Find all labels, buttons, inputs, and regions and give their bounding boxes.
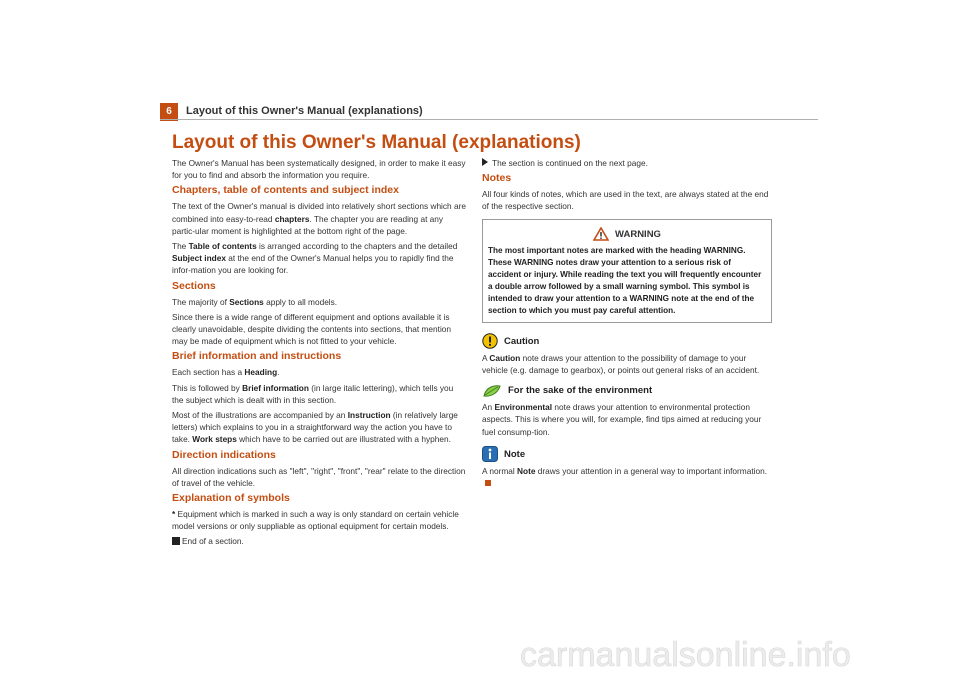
environment-leaf-icon <box>482 384 502 398</box>
heading-notes: Notes <box>482 172 512 185</box>
chapters-paragraph-2: The Table of contents is arranged according to the chapters and the detailed Subject index at the end of the Owner's Manual helps you to rapidly find the infor-mation you are looking for. <box>172 241 458 276</box>
heading-sections: Sections <box>172 279 216 292</box>
optional-equipment-star: * <box>172 509 176 520</box>
direction-paragraph: All direction indications such as "left", "right", "front", "rear" relate to the direction of travel of the vehicle. <box>172 465 466 488</box>
brief-paragraph-1: Each section has a Heading. <box>172 367 280 378</box>
sections-paragraph-1: The majority of Sections apply to all models. <box>172 296 338 307</box>
symbol-star-paragraph: * Equipment which is marked in such a way is only standard on certain vehicle model versions or only suppliable as optional equipment for certain models. <box>172 509 459 532</box>
warning-heading: WARNING <box>488 227 766 241</box>
heading-direction-indications: Direction indications <box>172 448 276 461</box>
heading-explanation-of-symbols: Explanation of symbols <box>172 492 290 505</box>
warning-body: The most important notes are marked with the heading WARNING. These WARNING notes draw your attention to a serious risk of accident or injury. While reading the text you will frequently encounter a double arrow followed by a small warning symbol. This symbol is intended to draw your attention to a WARNING note at the end of the section to which you must pay careful attention. <box>488 245 762 315</box>
running-header-title: Layout of this Owner's Manual (explanations) <box>186 105 423 117</box>
sections-paragraph-2: Since there is a wide range of different equipment and options available it is clearly unavoidable, despite dividing the contents into sections, that mention may be made of equipment which is not fitted to your vehicle. <box>172 311 452 347</box>
watermark <box>520 636 940 676</box>
warning-box <box>482 219 772 323</box>
continued-line: The section is continued on the next page. <box>482 157 772 169</box>
page-title: Layout of this Owner's Manual (explanations) <box>172 132 581 153</box>
caution-heading: Caution <box>482 333 772 349</box>
symbol-end-paragraph: End of a section. <box>172 535 467 547</box>
note-paragraph: A normal Note draws your attention in a general way to important information. <box>482 465 772 489</box>
heading-chapters: Chapters, table of contents and subject index <box>172 184 399 197</box>
right-column <box>482 157 772 492</box>
watermark-text: carmanualsonline.info <box>520 636 851 674</box>
page-number: 6 <box>160 103 178 121</box>
end-of-section-icon <box>172 537 180 545</box>
intro-paragraph: The Owner's Manual has been systematically designed, in order to make it easy for you to find and absorb the information you require. <box>172 158 466 181</box>
note-heading: Note <box>482 446 772 462</box>
warning-triangle-icon <box>593 227 609 241</box>
continue-arrow-icon <box>482 158 488 166</box>
chapters-paragraph-1: The text of the Owner's manual is divided into relatively short sections which are combined into easy-to-read chapters. The chapter you are reading at any partic-ular moment is highlighted at the bottom right of the page. <box>172 201 466 236</box>
header-rule <box>160 119 818 120</box>
caution-exclamation-icon <box>482 333 498 349</box>
caution-paragraph: A Caution note draws your attention to the possibility of damage to your vehicle (e.g. damage to gearbox), or points out general risks of an accident. <box>482 352 760 376</box>
brief-paragraph-3: Most of the illustrations are accompanied by an Instruction (in relatively large letters) which explains to you in a straightforward way the action you have to take. Work steps which have to be carried out are illustrated with a hyphen. <box>172 410 458 445</box>
left-column <box>172 157 467 551</box>
brief-paragraph-2: This is followed by Brief information (in large italic lettering), which tells you the subject which is dealt with in this section. <box>172 382 454 405</box>
end-of-section-red-icon <box>485 480 491 486</box>
environment-heading: For the sake of the environment <box>482 384 772 398</box>
notes-paragraph: All four kinds of notes, which are used in the text, are always stated at the end of the respective section. <box>482 189 769 212</box>
environment-paragraph: An Environmental note draws your attention to environmental protection aspects. This is where you will, for example, find tips aimed at reducing your fuel consump-tion. <box>482 402 762 437</box>
info-note-icon <box>482 446 498 462</box>
heading-brief-information: Brief information and instructions <box>172 350 342 363</box>
